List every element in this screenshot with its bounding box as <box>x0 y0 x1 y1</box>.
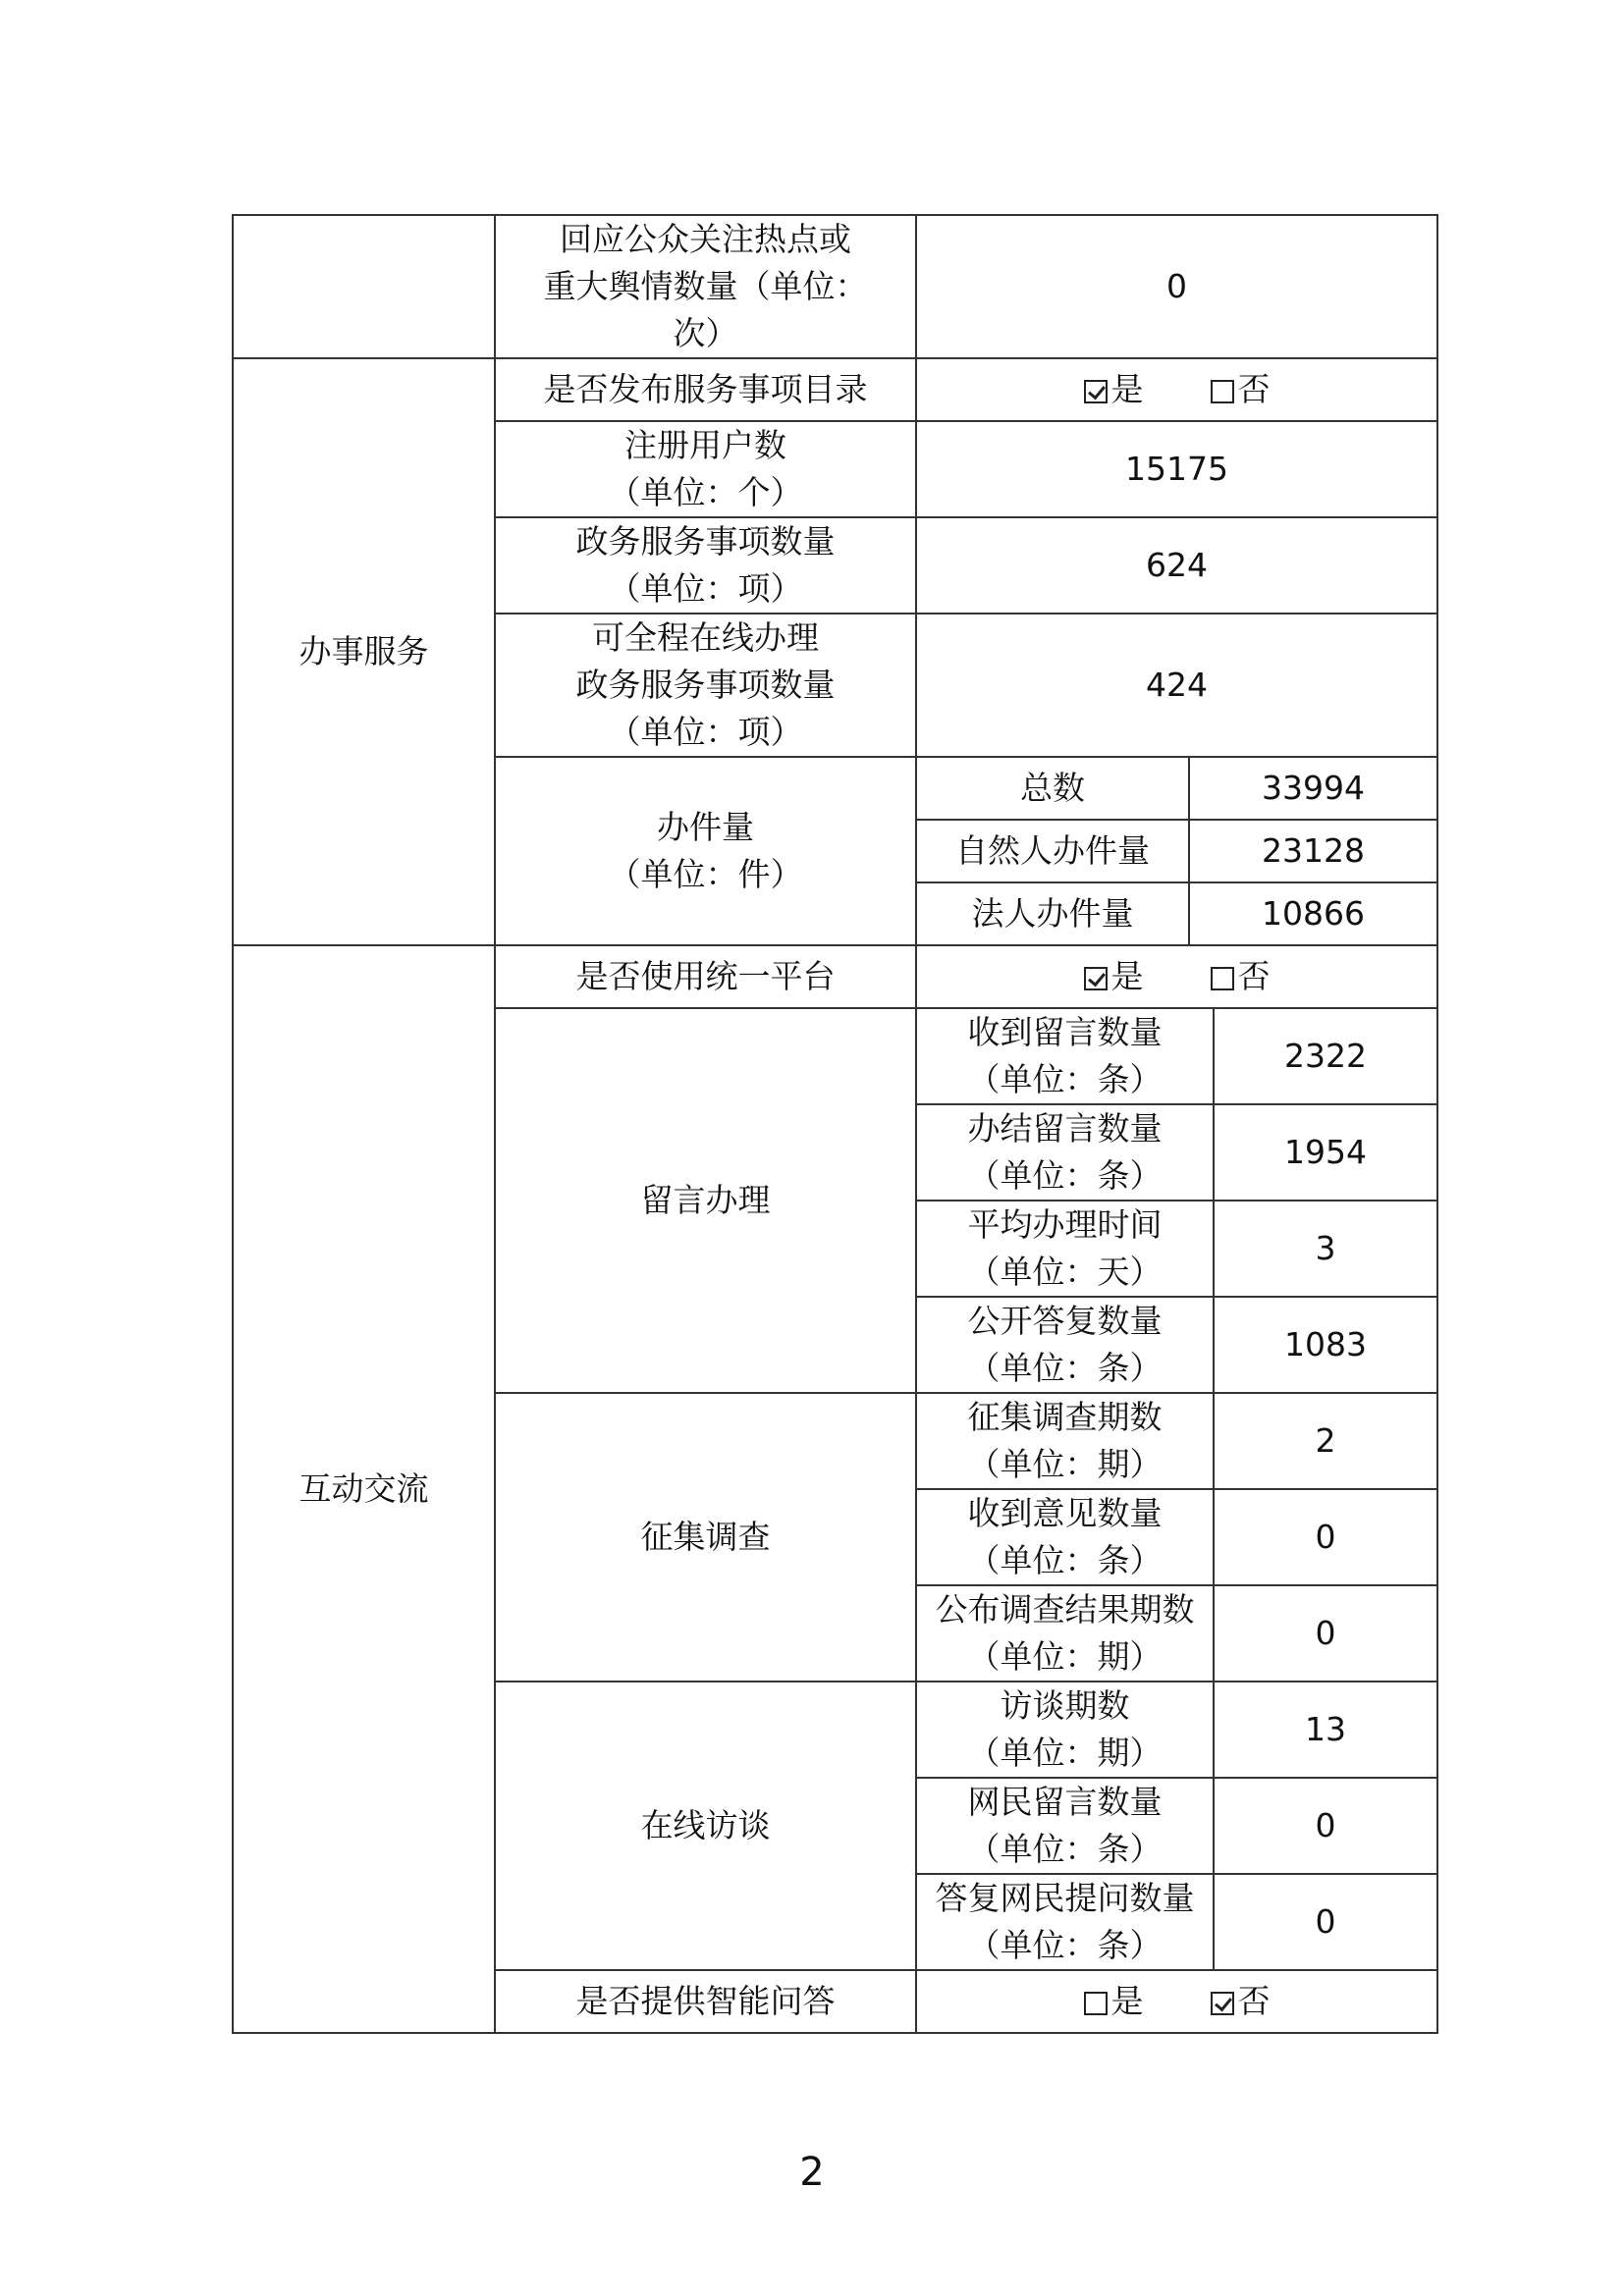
cases-sub-label: 法人办件量 <box>916 882 1189 945</box>
interaction-category: 互动交流 <box>233 945 495 2033</box>
catalog-no-option[interactable]: 否 <box>1211 366 1271 413</box>
users-value: 15175 <box>916 421 1437 517</box>
smart-qa-yes-option[interactable]: 是 <box>1084 1978 1144 2025</box>
messages-sub-label: 平均办理时间 （单位：天） <box>916 1201 1214 1297</box>
empty-box-icon <box>1084 1992 1108 2015</box>
messages-sub-label: 收到留言数量 （单位：条） <box>916 1008 1214 1104</box>
interview-sub-label: 答复网民提问数量 （单位：条） <box>916 1874 1214 1970</box>
cases-label: 办件量 （单位：件） <box>495 757 916 945</box>
page-number: 2 <box>799 2150 825 2195</box>
interview-sub-label: 访谈期数 （单位：期） <box>916 1682 1214 1778</box>
catalog-yes-option[interactable]: 是 <box>1084 366 1144 413</box>
interview-sub-value: 13 <box>1214 1682 1437 1778</box>
survey-sub-label: 征集调查期数 （单位：期） <box>916 1393 1214 1489</box>
survey-sub-label: 公布调查结果期数 （单位：期） <box>916 1585 1214 1682</box>
messages-sub-value: 2322 <box>1214 1008 1437 1104</box>
survey-sub-value: 0 <box>1214 1585 1437 1682</box>
empty-box-icon <box>1211 380 1234 403</box>
table-row <box>233 215 1437 358</box>
checked-box-icon <box>1084 967 1108 990</box>
service-category: 办事服务 <box>233 358 495 945</box>
messages-sub-label: 公开答复数量 （单位：条） <box>916 1297 1214 1393</box>
users-label: 注册用户数 （单位：个） <box>495 421 916 517</box>
survey-sub-value: 0 <box>1214 1489 1437 1585</box>
messages-sub-label: 办结留言数量 （单位：条） <box>916 1104 1214 1201</box>
cases-sub-value: 10866 <box>1189 882 1437 945</box>
smart-qa-options <box>916 1970 1437 2033</box>
hotspot-label: 回应公众关注热点或 重大舆情数量（单位： 次） <box>495 215 916 358</box>
empty-box-icon <box>1211 967 1234 990</box>
messages-sub-value: 3 <box>1214 1201 1437 1297</box>
platform-label: 是否使用统一平台 <box>495 945 916 1008</box>
service-catalog-options <box>916 358 1437 421</box>
empty-category-cell <box>233 215 495 358</box>
government-affairs-statistics-table <box>232 214 1438 2034</box>
interview-sub-value: 0 <box>1214 1874 1437 1970</box>
smart-qa-no-option[interactable]: 否 <box>1211 1978 1271 2025</box>
checked-box-icon <box>1211 1992 1234 2015</box>
hotspot-value: 0 <box>916 215 1437 358</box>
cases-sub-value: 33994 <box>1189 757 1437 820</box>
survey-label: 征集调查 <box>495 1393 916 1682</box>
cases-sub-label: 自然人办件量 <box>916 820 1189 882</box>
survey-sub-label: 收到意见数量 （单位：条） <box>916 1489 1214 1585</box>
checked-box-icon <box>1084 380 1108 403</box>
cases-sub-label: 总数 <box>916 757 1189 820</box>
online-items-label: 可全程在线办理 政务服务事项数量 （单位：项） <box>495 614 916 757</box>
items-label: 政务服务事项数量 （单位：项） <box>495 517 916 614</box>
service-catalog-label: 是否发布服务事项目录 <box>495 358 916 421</box>
cases-sub-value: 23128 <box>1189 820 1437 882</box>
interview-label: 在线访谈 <box>495 1682 916 1970</box>
messages-sub-value: 1954 <box>1214 1104 1437 1201</box>
online-items-value: 424 <box>916 614 1437 757</box>
messages-label: 留言办理 <box>495 1008 916 1393</box>
table-row <box>233 358 1437 421</box>
interview-sub-label: 网民留言数量 （单位：条） <box>916 1778 1214 1874</box>
survey-sub-value: 2 <box>1214 1393 1437 1489</box>
messages-sub-value: 1083 <box>1214 1297 1437 1393</box>
table-row <box>233 945 1437 1008</box>
smart-qa-label: 是否提供智能问答 <box>495 1970 916 2033</box>
platform-options <box>916 945 1437 1008</box>
platform-no-option[interactable]: 否 <box>1211 953 1271 1000</box>
interview-sub-value: 0 <box>1214 1778 1437 1874</box>
items-value: 624 <box>916 517 1437 614</box>
platform-yes-option[interactable]: 是 <box>1084 953 1144 1000</box>
